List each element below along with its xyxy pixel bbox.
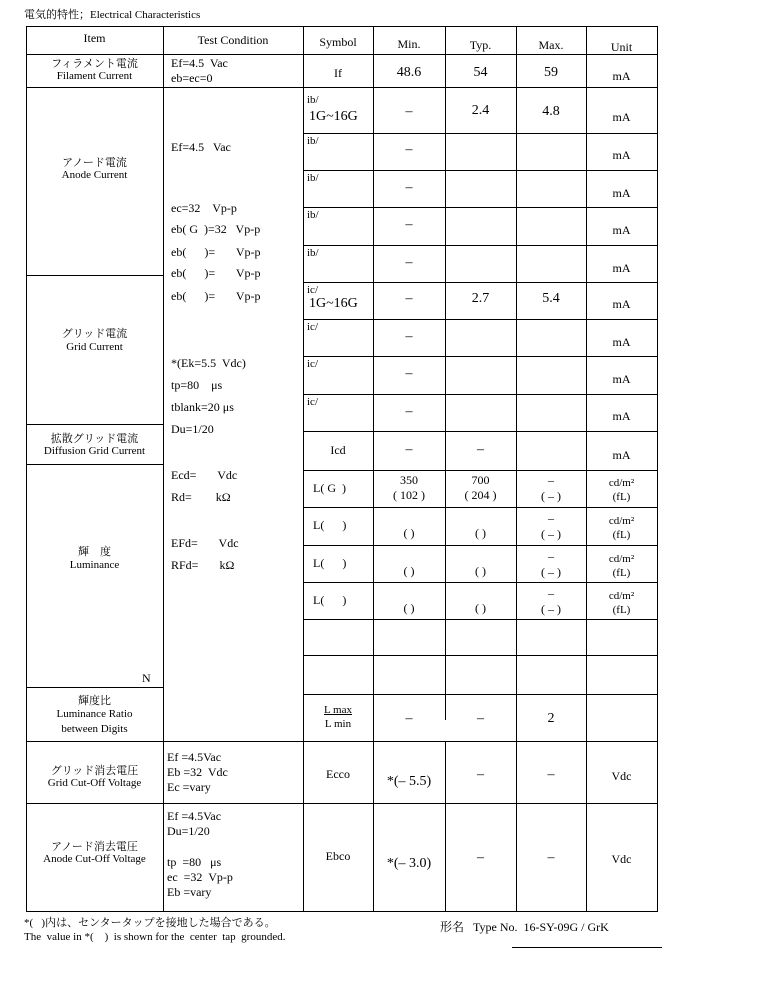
ib3-symbol: ib/ bbox=[307, 172, 319, 184]
filament-unit: mA bbox=[612, 69, 631, 83]
l3-max: – bbox=[548, 549, 554, 563]
item-diffusion-jp: 拡散グリッド電流 bbox=[50, 433, 139, 445]
cond-ecd: Ecd= Vdc bbox=[171, 468, 238, 482]
ebco-unit: Vdc bbox=[611, 852, 632, 866]
icd-min: – bbox=[405, 442, 413, 457]
l3-typ-fl: ( ) bbox=[475, 564, 486, 578]
ib2-symbol: ib/ bbox=[307, 135, 319, 147]
cond-eb-2: eb( )= Vp-p bbox=[171, 266, 261, 280]
ebco-typ: – bbox=[477, 850, 484, 865]
ib5-min: – bbox=[405, 255, 413, 270]
l4-unit: cd/m² bbox=[608, 590, 635, 602]
item-filament-jp: フィラメント電流 bbox=[51, 58, 138, 70]
item-grid-en: Grid Current bbox=[66, 341, 123, 353]
item-anodecut-en: Anode Cut-Off Voltage bbox=[43, 853, 146, 865]
item-gridcut-en: Grid Cut-Off Voltage bbox=[47, 777, 142, 789]
l2-max-fl: ( – ) bbox=[541, 527, 561, 541]
l3-min-fl: ( ) bbox=[403, 564, 415, 578]
cond-gc-ec: Ec =vary bbox=[167, 780, 211, 794]
ic2-symbol: ic/ bbox=[307, 321, 318, 333]
luminance-mark: N bbox=[142, 671, 151, 685]
ib3-min: – bbox=[405, 180, 413, 195]
icd-unit: mA bbox=[612, 448, 631, 462]
item-ratio-en1: Luminance Ratio bbox=[56, 708, 133, 720]
l1-min-fl: ( 102 ) bbox=[393, 488, 425, 502]
cond-rfd: RFd= kΩ bbox=[171, 558, 235, 572]
footnote-jp: *( )内は、センタータップを接地した場合である。 bbox=[24, 917, 276, 929]
item-ratio-en2: between Digits bbox=[61, 723, 128, 735]
ic1-unit: mA bbox=[612, 297, 631, 311]
l4-unit-fl: (fL) bbox=[612, 604, 631, 616]
ic4-unit: mA bbox=[612, 409, 631, 423]
l4-typ-fl: ( ) bbox=[475, 601, 486, 615]
item-filament-en: Filament Current bbox=[56, 70, 133, 82]
header-typ: Typ. bbox=[469, 38, 492, 52]
ic2-unit: mA bbox=[612, 335, 631, 349]
l3-max-fl: ( – ) bbox=[541, 565, 561, 579]
cond-eb-g: eb( G )=32 Vp-p bbox=[171, 222, 261, 236]
ic1-symbol-range: 1G~16G bbox=[309, 296, 358, 311]
ib4-min: – bbox=[405, 217, 413, 232]
item-anode-en: Anode Current bbox=[61, 169, 128, 181]
ic1-max: 5.4 bbox=[542, 291, 560, 306]
ratio-symbol-den: L min bbox=[324, 718, 352, 730]
ebco-max: – bbox=[547, 850, 555, 865]
l4-min-fl: ( ) bbox=[403, 601, 415, 615]
l4-symbol: L( ) bbox=[313, 593, 347, 607]
ecco-symbol: Ecco bbox=[326, 767, 350, 781]
item-ratio-jp: 輝度比 bbox=[78, 695, 111, 707]
ic3-min: – bbox=[405, 366, 413, 381]
ecco-unit: Vdc bbox=[611, 769, 632, 783]
filament-symbol: If bbox=[334, 66, 342, 80]
item-anode-jp: アノード電流 bbox=[62, 157, 127, 169]
footnote-en: The value in *( ) is shown for the center tap grounded. bbox=[24, 931, 286, 943]
cond-ek: *(Ek=5.5 Vdc) bbox=[171, 356, 246, 370]
ib2-unit: mA bbox=[612, 148, 631, 162]
ic1-typ: 2.7 bbox=[471, 291, 490, 306]
l3-symbol: L( ) bbox=[313, 556, 347, 570]
ratio-typ: – bbox=[477, 711, 484, 726]
type-number: 形名 Type No. 16-SY-09G / GrK bbox=[440, 920, 609, 934]
cond-ac-ef: Ef =4.5Vac bbox=[167, 809, 222, 823]
l2-typ-fl: ( ) bbox=[475, 526, 486, 540]
l2-min-fl: ( ) bbox=[403, 526, 415, 540]
ib4-symbol: ib/ bbox=[307, 209, 319, 221]
cond-filament-eb: eb=ec=0 bbox=[171, 71, 213, 85]
icd-typ: – bbox=[477, 442, 484, 457]
l2-max: – bbox=[548, 511, 554, 525]
ebco-min: *(– 3.0) bbox=[386, 856, 432, 871]
filament-min: 48.6 bbox=[396, 65, 422, 80]
header-test-condition: Test Condition bbox=[197, 33, 269, 47]
ib1-min: – bbox=[405, 104, 413, 119]
ib1-max: 4.8 bbox=[542, 104, 560, 119]
ratio-max: 2 bbox=[547, 711, 555, 726]
cond-gc-ef: Ef =4.5Vac bbox=[167, 750, 222, 764]
header-unit: Unit bbox=[610, 40, 633, 54]
l1-min: 350 bbox=[400, 473, 418, 487]
filament-typ: 54 bbox=[473, 65, 488, 80]
cond-tp: tp=80 μs bbox=[171, 378, 223, 392]
ib1-symbol-range: 1G~16G bbox=[309, 109, 358, 124]
l1-typ-fl: ( 204 ) bbox=[464, 488, 497, 502]
ib3-unit: mA bbox=[612, 186, 631, 200]
l1-max-fl: ( – ) bbox=[541, 489, 561, 503]
cond-anode-ef: Ef=4.5 Vac bbox=[171, 140, 231, 154]
ic2-min: – bbox=[405, 329, 413, 344]
l1-symbol: L( G ) bbox=[313, 481, 346, 495]
ib1-typ: 2.4 bbox=[471, 103, 490, 118]
ic1-symbol: ic/ bbox=[307, 284, 318, 296]
ic4-min: – bbox=[405, 404, 413, 419]
ic4-symbol: ic/ bbox=[307, 396, 318, 408]
header-item: Item bbox=[83, 31, 106, 45]
ic3-symbol: ic/ bbox=[307, 358, 318, 370]
l4-max-fl: ( – ) bbox=[541, 602, 561, 616]
cond-rd: Rd= kΩ bbox=[171, 490, 231, 504]
icd-symbol: Icd bbox=[330, 443, 346, 457]
cond-filament-ef: Ef=4.5 Vac bbox=[171, 56, 228, 70]
ecco-typ: – bbox=[477, 767, 484, 782]
ib1-symbol: ib/ bbox=[307, 94, 319, 106]
l2-unit: cd/m² bbox=[608, 515, 635, 527]
ib2-min: – bbox=[405, 142, 413, 157]
ib5-symbol: ib/ bbox=[307, 247, 319, 259]
l1-unit-fl: (fL) bbox=[612, 491, 631, 503]
ic3-unit: mA bbox=[612, 372, 631, 386]
l1-max: – bbox=[548, 473, 554, 487]
cond-ac-ec: ec =32 Vp-p bbox=[167, 870, 233, 884]
ib4-unit: mA bbox=[612, 223, 631, 237]
cond-eb-1: eb( )= Vp-p bbox=[171, 245, 261, 259]
filament-max: 59 bbox=[544, 65, 558, 80]
cond-tblank: tblank=20 μs bbox=[171, 400, 234, 414]
item-grid-jp: グリッド電流 bbox=[61, 328, 128, 340]
l3-unit: cd/m² bbox=[608, 553, 635, 565]
cond-ac-du: Du=1/20 bbox=[167, 824, 210, 838]
header-min: Min. bbox=[397, 37, 421, 51]
item-luminance-jp: 輝 度 bbox=[78, 546, 111, 558]
item-diffusion-en: Diffusion Grid Current bbox=[43, 445, 146, 457]
item-anodecut-jp: アノード消去電圧 bbox=[51, 841, 138, 853]
header-max: Max. bbox=[538, 38, 564, 52]
ic1-min: – bbox=[405, 291, 413, 306]
l2-symbol: L( ) bbox=[313, 518, 347, 532]
l2-unit-fl: (fL) bbox=[612, 529, 631, 541]
cond-gc-eb: Eb =32 Vdc bbox=[167, 765, 228, 779]
cond-ec: ec=32 Vp-p bbox=[171, 201, 237, 215]
ecco-max: – bbox=[547, 767, 555, 782]
item-luminance-en: Luminance bbox=[69, 559, 120, 571]
cond-eb-3: eb( )= Vp-p bbox=[171, 289, 261, 303]
ecco-min: *(– 5.5) bbox=[386, 774, 432, 789]
l1-unit: cd/m² bbox=[608, 477, 635, 489]
l3-unit-fl: (fL) bbox=[612, 567, 631, 579]
item-gridcut-jp: グリッド消去電圧 bbox=[50, 765, 139, 777]
page-title: 電気的特性；Electrical Characteristics bbox=[24, 9, 201, 21]
ib1-unit: mA bbox=[612, 110, 631, 124]
ib5-unit: mA bbox=[612, 261, 631, 275]
ratio-min: – bbox=[405, 711, 413, 726]
header-symbol: Symbol bbox=[319, 35, 357, 49]
ebco-symbol: Ebco bbox=[325, 849, 351, 863]
cond-du: Du=1/20 bbox=[171, 422, 214, 436]
cond-efd: EFd= Vdc bbox=[171, 536, 239, 550]
type-underline bbox=[512, 947, 662, 948]
l4-max: – bbox=[548, 586, 554, 600]
ratio-symbol-num: L max bbox=[324, 704, 352, 716]
l1-typ: 700 bbox=[471, 473, 490, 487]
cond-ac-tp: tp =80 μs bbox=[167, 855, 222, 869]
cond-ac-eb: Eb =vary bbox=[167, 885, 212, 899]
